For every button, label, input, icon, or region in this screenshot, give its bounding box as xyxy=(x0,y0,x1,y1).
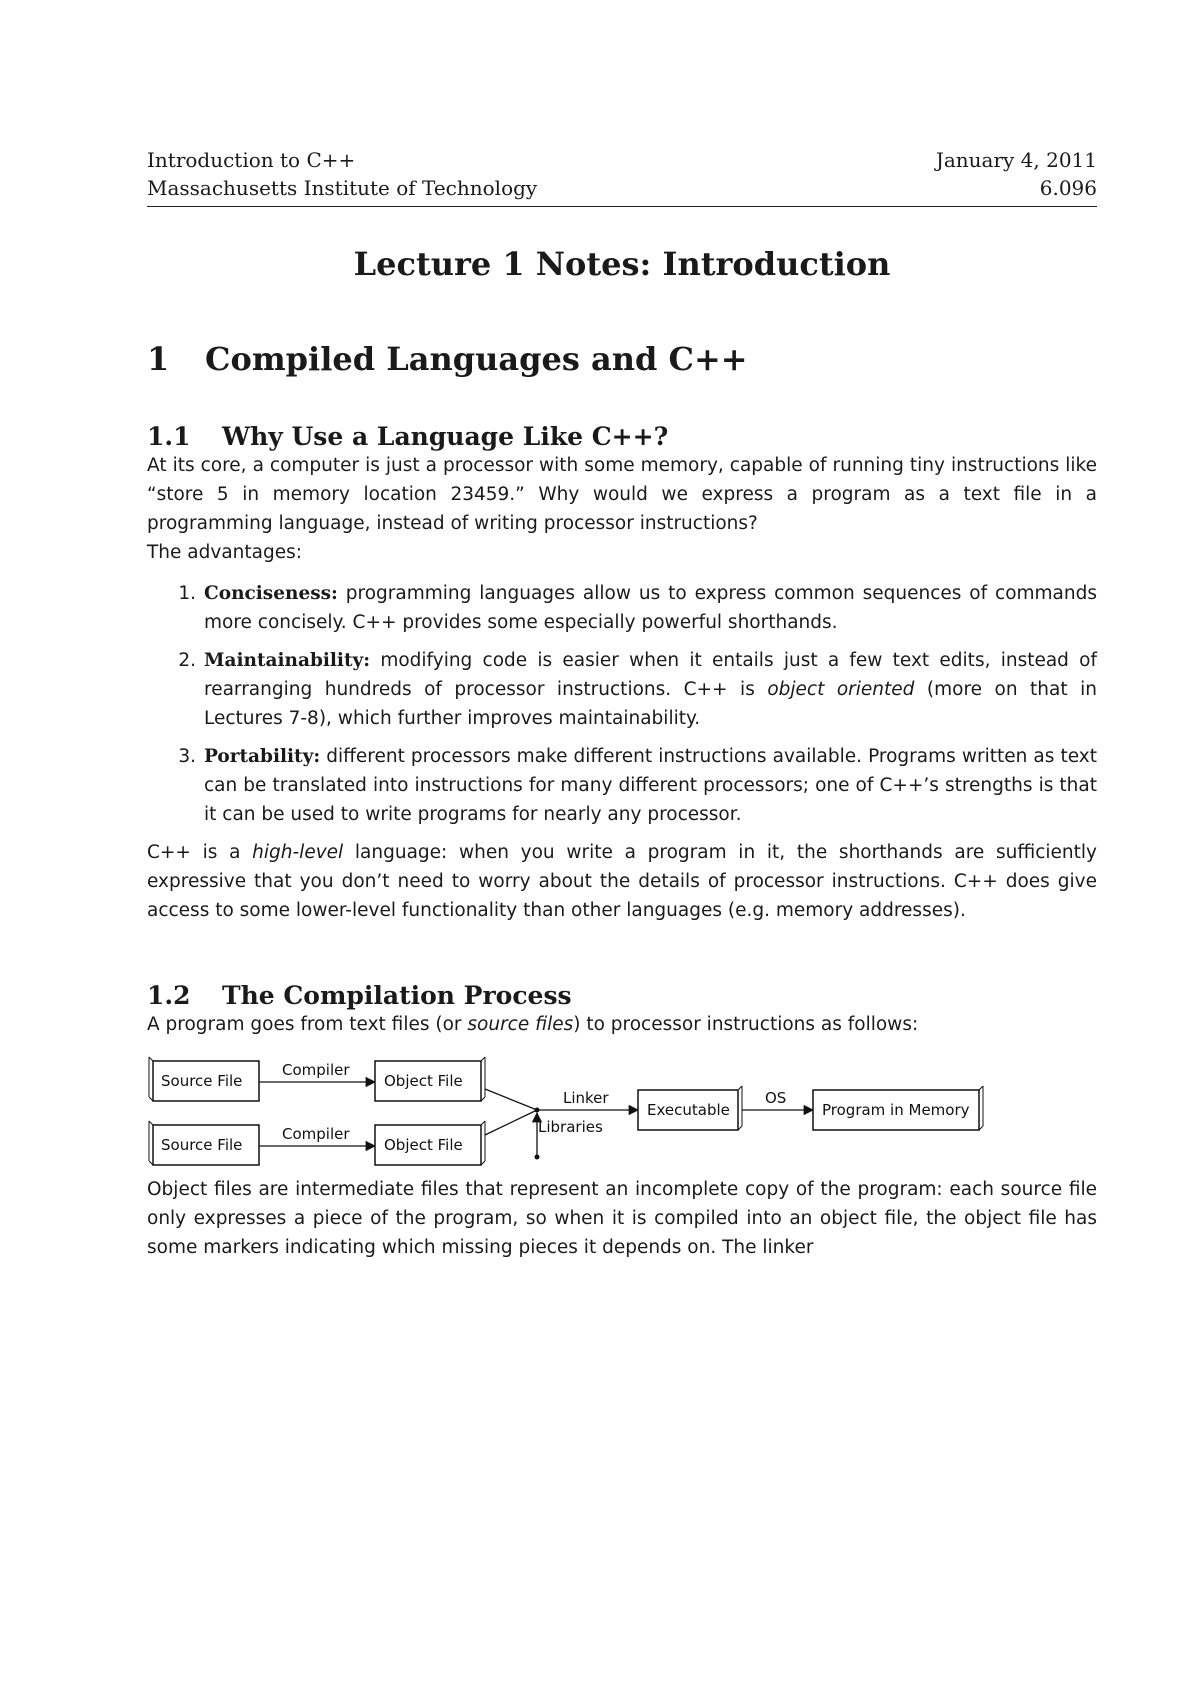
list-item xyxy=(147,646,1097,733)
compiler-label: Compiler xyxy=(282,1061,350,1079)
emphasis-source-files: source files xyxy=(467,1014,574,1035)
list-item-text xyxy=(204,742,1097,829)
document-title: Lecture 1 Notes: Introduction xyxy=(353,245,891,283)
paragraph-high-level xyxy=(147,838,1097,925)
paragraph-advantages-intro: The advantages: xyxy=(147,542,302,563)
list-item-body: different processors make different instructions available. Programs written as text can be translated into instructions for many different processors; one of C++’s strengths is that it can be used to write programs for nearly any processor. xyxy=(204,746,1097,825)
source-file-box-1 xyxy=(149,1057,259,1101)
list-item-body: (more on that in Lectures 7-8), which further improves maintainability. xyxy=(204,679,1097,729)
header-course-number: 6.096 xyxy=(1039,176,1097,200)
advantages-list xyxy=(147,579,1097,829)
libraries-label: Libraries xyxy=(538,1118,603,1136)
compilation-diagram xyxy=(147,1053,1097,1171)
compiler-label: Compiler xyxy=(282,1125,350,1143)
list-item xyxy=(147,579,1097,637)
emphasis-high-level: high-level xyxy=(252,842,344,863)
program-in-memory-label: Program in Memory xyxy=(822,1101,970,1119)
text-run: A program goes from text files (or xyxy=(147,1014,468,1035)
source-file-box-2 xyxy=(149,1121,259,1165)
list-item-text xyxy=(204,646,1097,733)
source-file-label: Source File xyxy=(161,1072,243,1090)
subsection-heading-1-1 xyxy=(147,422,1097,451)
object-file-label: Object File xyxy=(384,1136,463,1154)
subsection-heading-1-2 xyxy=(147,981,1097,1010)
text-run: ) to processor instructions as follows: xyxy=(573,1014,919,1035)
list-item-body: modifying code is easier when it entails just a few text edits, instead of rearranging hundreds of processor instructions. C++ is xyxy=(204,650,1097,700)
term-maintainability: Maintainability: xyxy=(204,650,371,671)
subsection-title: The Compilation Process xyxy=(222,981,572,1010)
subsection-number: 1.2 xyxy=(147,981,191,1010)
list-item xyxy=(147,742,1097,829)
source-file-label: Source File xyxy=(161,1136,243,1154)
section-number: 1 xyxy=(147,340,170,378)
program-in-memory-box xyxy=(813,1086,983,1130)
section-heading xyxy=(147,340,1097,378)
paragraph-object-files: Object files are intermediate files that represent an incomplete copy of the program: each source file only expresses a piece of the program, so when it is compiled into an object file, the object file has some markers indicating which missing pieces it depends on. The linker xyxy=(147,1179,1097,1258)
list-item-body: programming languages allow us to express common sequences of commands more concisely. C++ provides some especially powerful shorthands. xyxy=(204,583,1097,633)
object-file-box-2 xyxy=(375,1121,485,1165)
join-line-1 xyxy=(485,1089,537,1110)
subsection-number: 1.1 xyxy=(147,422,191,451)
text-run: C++ is a xyxy=(147,842,253,863)
section-title: Compiled Languages and C++ xyxy=(205,340,748,378)
join-line-2 xyxy=(485,1110,537,1135)
paragraph-compile xyxy=(147,1010,1097,1039)
executable-box xyxy=(638,1086,742,1130)
executable-label: Executable xyxy=(647,1101,730,1119)
object-file-label: Object File xyxy=(384,1072,463,1090)
list-marker: 3. xyxy=(178,746,196,767)
document-page xyxy=(147,146,1097,1262)
emphasis-object-oriented: object oriented xyxy=(767,679,915,700)
header-divider xyxy=(147,206,1097,207)
linker-label: Linker xyxy=(563,1089,609,1107)
list-marker: 2. xyxy=(178,650,196,671)
list-marker: 1. xyxy=(178,583,196,604)
paragraph-core: At its core, a computer is just a processor with some memory, capable of running tiny instructions like “store 5 in memory location 23459.” Why would we express a program as a text file in a programming language, instead of writing processor instructions? xyxy=(147,455,1097,534)
list-item-text xyxy=(204,579,1097,637)
libraries-node xyxy=(535,1155,540,1160)
header-course: Introduction to C++ xyxy=(147,148,356,172)
header-institution: Massachusetts Institute of Technology xyxy=(147,176,538,200)
header-row-2 xyxy=(147,174,1097,202)
subsection-title: Why Use a Language Like C++? xyxy=(222,422,669,451)
text-run: language: when you write a program in it, the shorthands are sufficiently expressive that you don’t need to worry about the details of processor instructions. C++ does give access to some lower-level functionality than other languages (e.g. memory addresses). xyxy=(147,842,1097,921)
os-label: OS xyxy=(765,1089,787,1107)
header-date: January 4, 2011 xyxy=(935,148,1097,172)
object-file-box-1 xyxy=(375,1057,485,1101)
header-row-1 xyxy=(147,146,1097,174)
term-conciseness: Conciseness: xyxy=(204,583,338,604)
term-portability: Portability: xyxy=(204,746,321,767)
